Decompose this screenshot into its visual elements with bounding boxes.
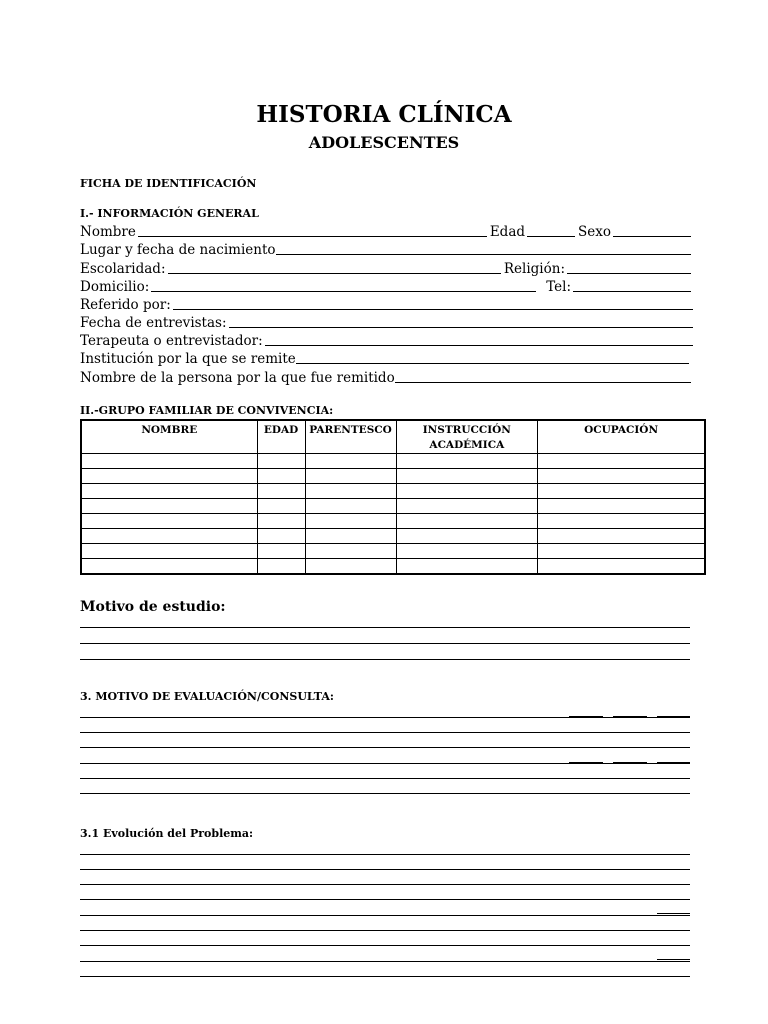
- identification-heading: FICHA DE IDENTIFICACIÓN: [80, 177, 257, 190]
- referido-field[interactable]: [173, 309, 693, 310]
- table-cell[interactable]: [396, 469, 538, 484]
- col-edad: EDAD: [257, 420, 305, 454]
- motivo-evaluacion-line[interactable]: [80, 763, 690, 764]
- short-blank[interactable]: [657, 913, 690, 914]
- short-blank[interactable]: [657, 959, 690, 960]
- table-cell[interactable]: [538, 484, 705, 499]
- short-blank[interactable]: [657, 762, 690, 763]
- table-row: [81, 529, 705, 544]
- lugar-fecha-label: Lugar y fecha de nacimiento: [80, 242, 276, 258]
- institucion-row: [80, 349, 689, 367]
- table-cell[interactable]: [81, 484, 257, 499]
- table-cell[interactable]: [257, 454, 305, 469]
- family-heading: II.-GRUPO FAMILIAR DE CONVIVENCIA:: [80, 404, 334, 417]
- table-cell[interactable]: [305, 559, 396, 575]
- table-cell[interactable]: [257, 469, 305, 484]
- family-table-header: [81, 420, 705, 454]
- table-cell[interactable]: [305, 514, 396, 529]
- table-cell[interactable]: [396, 544, 538, 559]
- lugar-fecha-field[interactable]: [276, 254, 692, 255]
- institucion-label: Institución por la que se remite: [80, 351, 296, 367]
- table-cell[interactable]: [81, 559, 257, 575]
- motivo-evaluacion-line[interactable]: [80, 732, 690, 733]
- col-nombre: NOMBRE: [81, 420, 257, 454]
- evolucion-line[interactable]: [80, 869, 690, 870]
- nombre-persona-label: Nombre de la persona por la que fue remitido: [80, 370, 395, 386]
- motivo-evaluacion-heading: 3. MOTIVO DE EVALUACIÓN/CONSULTA:: [80, 690, 334, 703]
- evolucion-line[interactable]: [80, 915, 690, 916]
- table-cell[interactable]: [257, 559, 305, 575]
- table-cell[interactable]: [81, 514, 257, 529]
- table-cell[interactable]: [396, 454, 538, 469]
- table-cell[interactable]: [396, 514, 538, 529]
- table-cell[interactable]: [396, 529, 538, 544]
- page-title: HISTORIA CLÍNICA: [256, 101, 512, 128]
- religion-label: Religión:: [503, 261, 565, 277]
- nombre-field[interactable]: [138, 236, 487, 237]
- evolucion-heading: 3.1 Evolución del Problema:: [80, 827, 254, 840]
- table-cell[interactable]: [396, 484, 538, 499]
- escolaridad-field[interactable]: [168, 273, 501, 274]
- nombre-label: Nombre: [80, 224, 136, 240]
- table-cell[interactable]: [257, 484, 305, 499]
- evolucion-line[interactable]: [80, 945, 690, 946]
- short-blank[interactable]: [657, 716, 690, 717]
- table-cell[interactable]: [538, 559, 705, 575]
- table-cell[interactable]: [305, 499, 396, 514]
- short-blank[interactable]: [569, 762, 603, 763]
- family-table: [80, 419, 706, 575]
- fecha-entrevistas-label: Fecha de entrevistas:: [80, 315, 227, 331]
- table-cell[interactable]: [257, 529, 305, 544]
- table-cell[interactable]: [81, 454, 257, 469]
- referido-label: Referido por:: [80, 297, 171, 313]
- table-cell[interactable]: [81, 469, 257, 484]
- domicilio-label: Domicilio:: [80, 279, 150, 295]
- motivo-evaluacion-line[interactable]: [80, 778, 690, 779]
- short-blank[interactable]: [613, 762, 647, 763]
- col-instruccion-line1: INSTRUCCIÓN: [422, 424, 511, 436]
- evolucion-line[interactable]: [80, 930, 690, 931]
- motivo-evaluacion-line[interactable]: [80, 793, 690, 794]
- evolucion-line[interactable]: [80, 976, 690, 977]
- institucion-field[interactable]: [296, 363, 689, 364]
- motivo-estudio-line[interactable]: [80, 659, 690, 660]
- page-subtitle: ADOLESCENTES: [308, 133, 460, 152]
- table-row: [81, 469, 705, 484]
- table-cell[interactable]: [305, 454, 396, 469]
- col-instruccion-line2: ACADÉMICA: [429, 439, 505, 451]
- tel-field[interactable]: [573, 291, 691, 292]
- table-cell[interactable]: [305, 484, 396, 499]
- fecha-entrevistas-row: [80, 313, 693, 331]
- table-cell[interactable]: [257, 544, 305, 559]
- referido-row: [80, 295, 693, 313]
- table-row: [81, 484, 705, 499]
- table-cell[interactable]: [257, 499, 305, 514]
- edad-label: Edad: [489, 224, 526, 240]
- table-cell[interactable]: [396, 499, 538, 514]
- table-cell[interactable]: [305, 529, 396, 544]
- religion-field[interactable]: [567, 273, 691, 274]
- short-blank[interactable]: [613, 716, 647, 717]
- table-cell[interactable]: [538, 529, 705, 544]
- table-cell[interactable]: [81, 544, 257, 559]
- table-cell[interactable]: [305, 544, 396, 559]
- evolucion-line[interactable]: [80, 961, 690, 962]
- table-cell[interactable]: [81, 499, 257, 514]
- evolucion-line[interactable]: [80, 884, 690, 885]
- table-row: [81, 514, 705, 529]
- terapeuta-label: Terapeuta o entrevistador:: [80, 333, 263, 349]
- table-cell[interactable]: [305, 469, 396, 484]
- general-info-heading: I.- INFORMACIÓN GENERAL: [80, 207, 259, 220]
- motivo-evaluacion-line[interactable]: [80, 717, 690, 718]
- table-cell[interactable]: [81, 529, 257, 544]
- short-blank[interactable]: [569, 716, 603, 717]
- evolucion-line[interactable]: [80, 854, 690, 855]
- table-row: [81, 454, 705, 469]
- lugar-fecha-row: [80, 240, 691, 258]
- motivo-estudio-line[interactable]: [80, 627, 690, 628]
- sexo-field[interactable]: [613, 236, 691, 237]
- nombre-persona-row: [80, 368, 691, 386]
- nombre-row: [80, 222, 691, 240]
- table-cell[interactable]: [257, 514, 305, 529]
- domicilio-row: [80, 277, 691, 295]
- escolaridad-row: [80, 259, 691, 277]
- col-parentesco: PARENTESCO: [305, 420, 396, 454]
- edad-field[interactable]: [527, 236, 575, 237]
- col-instruccion: [396, 420, 538, 454]
- nombre-persona-field[interactable]: [395, 382, 691, 383]
- table-cell[interactable]: [538, 469, 705, 484]
- table-cell[interactable]: [396, 559, 538, 575]
- table-cell[interactable]: [538, 499, 705, 514]
- domicilio-field[interactable]: [151, 291, 536, 292]
- terapeuta-row: [80, 331, 693, 349]
- motivo-estudio-heading: Motivo de estudio:: [80, 599, 226, 615]
- terapeuta-field[interactable]: [265, 345, 693, 346]
- table-cell[interactable]: [538, 544, 705, 559]
- motivo-evaluacion-line[interactable]: [80, 747, 690, 748]
- evolucion-line[interactable]: [80, 899, 690, 900]
- table-row: [81, 544, 705, 559]
- motivo-estudio-line[interactable]: [80, 643, 690, 644]
- table-cell[interactable]: [538, 514, 705, 529]
- table-row: [81, 559, 705, 575]
- table-row: [81, 499, 705, 514]
- escolaridad-label: Escolaridad:: [80, 261, 166, 277]
- col-ocupacion: OCUPACIÓN: [538, 420, 705, 454]
- sexo-label: Sexo: [578, 224, 611, 240]
- tel-label: Tel:: [546, 279, 571, 295]
- fecha-entrevistas-field[interactable]: [229, 327, 693, 328]
- table-cell[interactable]: [538, 454, 705, 469]
